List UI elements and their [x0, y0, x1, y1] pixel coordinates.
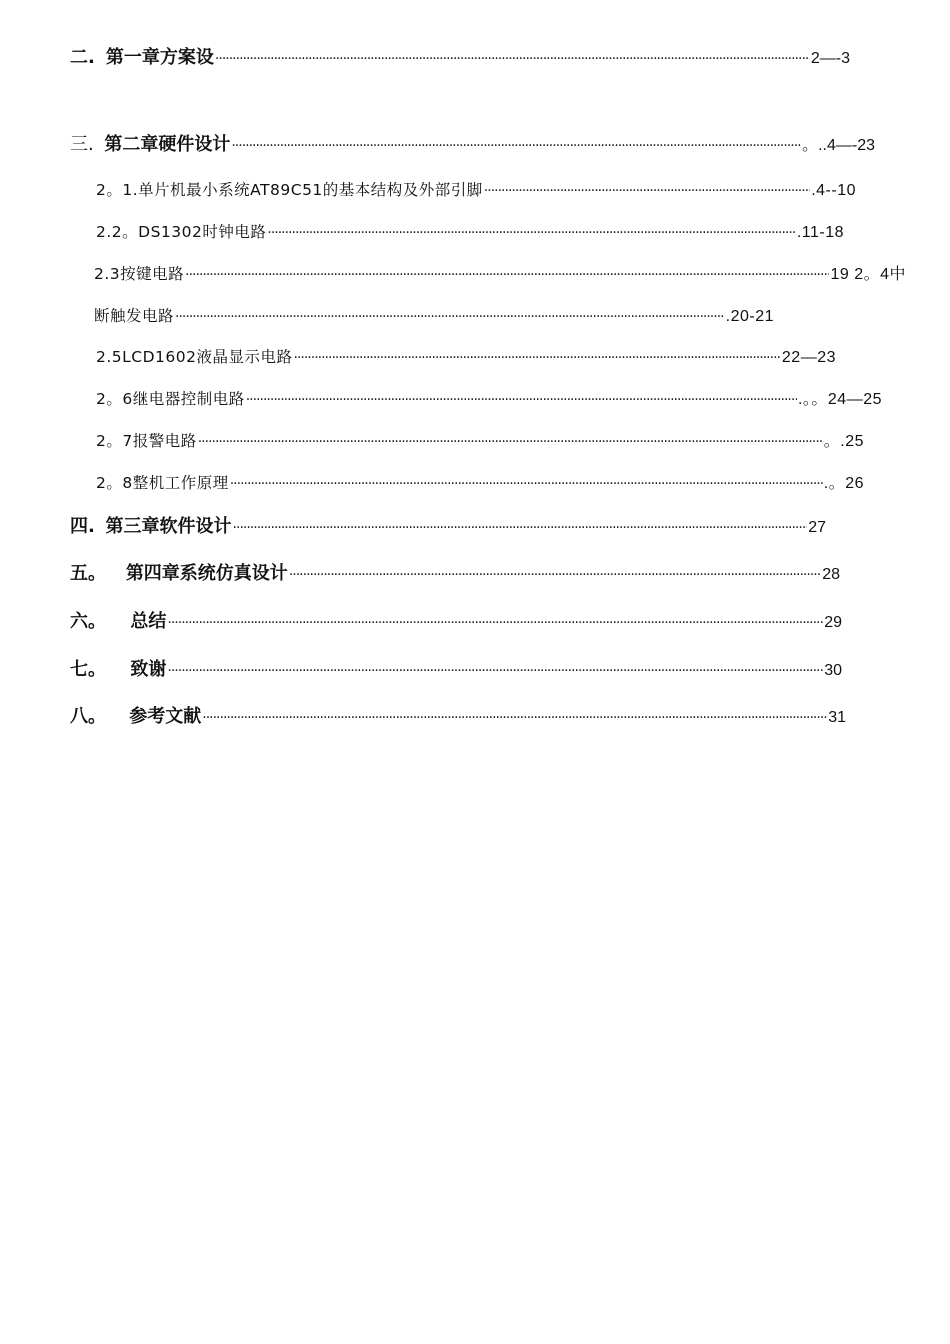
- dot-leader: [167, 658, 823, 683]
- toc-entry-title: 2。6继电器控制电路: [96, 390, 245, 408]
- toc-entry-section-2-6: [96, 386, 882, 412]
- toc-entry-page: 2—-3: [810, 50, 850, 67]
- toc-entry-title: 参考文献: [129, 706, 202, 727]
- toc-entry-page: 31: [828, 709, 846, 726]
- toc-entry-chapter-4: [70, 561, 840, 587]
- toc-entry-section-2-2: [96, 219, 844, 245]
- toc-entry-title: 2。1.单片机最小系统AT89C51的基本结构及外部引脚: [96, 181, 483, 199]
- toc-entry-title: 2.2。DS1302时钟电路: [96, 223, 267, 241]
- dot-leader: [289, 562, 821, 587]
- toc-entry-page: .4--10: [811, 182, 856, 199]
- toc-entry-section-2-1: [96, 177, 856, 203]
- toc-entry-chapter-1: [70, 45, 850, 71]
- toc-entry-page: 22—23: [781, 349, 836, 366]
- toc-entry-section-2-3: [94, 261, 906, 287]
- toc-entry-number: 八。: [70, 706, 106, 727]
- toc-entry-references: [70, 704, 846, 730]
- toc-entry-summary: [70, 609, 842, 635]
- toc-entry-number: 五。: [70, 563, 106, 584]
- toc-entry-chapter-3: [70, 514, 826, 540]
- dot-leader: [233, 515, 808, 540]
- toc-entry-page: 。..4—-23: [802, 137, 875, 154]
- dot-leader: [231, 133, 801, 158]
- toc-entry-title: 2。8整机工作原理: [96, 474, 229, 492]
- dot-leader: [230, 471, 823, 496]
- toc-entry-title: 致谢: [130, 659, 167, 680]
- toc-entry-page: 29: [824, 614, 842, 631]
- toc-entry-section-2-4: [94, 303, 774, 329]
- toc-entry-page: .20-21: [725, 308, 774, 325]
- toc-entry-number: 六。: [70, 611, 106, 632]
- dot-leader: [484, 178, 810, 203]
- toc-entry-title: 断触发电路: [94, 307, 175, 325]
- dot-leader: [185, 262, 829, 287]
- dot-leader: [267, 220, 795, 245]
- dot-leader: [175, 304, 725, 329]
- toc-entry-section-2-5: [96, 344, 836, 370]
- toc-entry-number: 七。: [70, 659, 106, 680]
- toc-entry-page: 30: [824, 662, 842, 679]
- toc-entry-number: 四.: [70, 516, 95, 537]
- dot-leader: [294, 345, 781, 370]
- toc-entry-title: 第二章硬件设计: [104, 134, 231, 155]
- dot-leader: [215, 46, 810, 71]
- toc-entry-page: 。.25: [823, 433, 864, 450]
- toc-entry-title: 2.5LCD1602液晶显示电路: [96, 348, 293, 366]
- toc-entry-section-2-8: [96, 470, 864, 496]
- toc-entry-page: 28: [822, 566, 840, 583]
- toc-entry-page: .11-18: [796, 224, 844, 241]
- toc-entry-chapter-2: [70, 132, 875, 158]
- dot-leader: [246, 387, 797, 412]
- toc-entry-number: 二.: [70, 47, 95, 68]
- toc-entry-title: 第一章方案设: [105, 47, 214, 68]
- toc-entry-section-2-7: [96, 428, 864, 454]
- dot-leader: [167, 610, 823, 635]
- toc-entry-page: .。。24—25: [797, 391, 882, 408]
- toc-entry-page: 27: [808, 519, 826, 536]
- toc-entry-number: 三.: [70, 134, 94, 155]
- toc-entry-title: 总结: [130, 611, 167, 632]
- toc-entry-title: 第三章软件设计: [105, 516, 232, 537]
- dot-leader: [202, 705, 827, 730]
- toc-entry-title: 2。7报警电路: [96, 432, 197, 450]
- toc-entry-page: .。26: [823, 475, 864, 492]
- dot-leader: [198, 429, 823, 454]
- toc-entry-title: 2.3按键电路: [94, 265, 185, 283]
- toc-entry-acknowledgements: [70, 657, 842, 683]
- toc-entry-page: 19 2。4中: [830, 266, 906, 283]
- toc-entry-title: 第四章系统仿真设计: [125, 563, 288, 584]
